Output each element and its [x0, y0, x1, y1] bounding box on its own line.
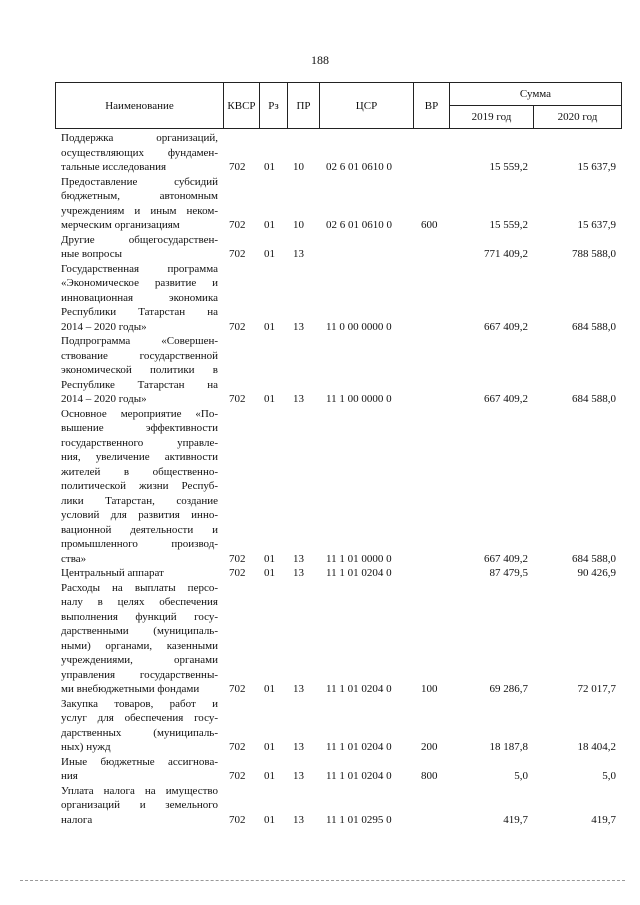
cell-s2020: 684 588,0 — [572, 393, 616, 405]
header-pr: ПР — [288, 83, 320, 128]
row-name-line: дарственными (муниципаль- — [61, 625, 218, 637]
row-name — [61, 566, 218, 581]
cell-rz: 01 — [264, 248, 275, 260]
row-name-line: Центральный аппарат — [61, 567, 164, 579]
row-name — [61, 581, 218, 697]
row-name-line: промышленного производ- — [61, 538, 218, 550]
row-name-line: 2014 – 2020 годы» — [61, 393, 147, 405]
header-2019: 2019 год — [450, 106, 534, 128]
table-row — [0, 407, 640, 567]
cell-s2019: 667 409,2 — [484, 552, 528, 565]
table-row — [0, 784, 640, 828]
table-row — [0, 334, 640, 407]
cell-s2019: 771 409,2 — [484, 248, 528, 260]
row-name-line: управления государственны- — [61, 668, 218, 681]
row-name — [61, 131, 218, 175]
cell-vr: 100 — [421, 683, 438, 695]
cell-rz: 01 — [264, 813, 275, 826]
cell-csr: 11 1 01 0295 0 — [326, 813, 392, 826]
cell-s2020: 15 637,9 — [577, 161, 616, 173]
cell-kvsr: 702 — [229, 219, 246, 231]
row-name-line: лики Татарстан, создание — [61, 494, 218, 507]
cell-vr: 600 — [421, 219, 438, 231]
row-name-line: ные вопросы — [61, 248, 122, 260]
row-name-line: вышение эффективности — [61, 422, 218, 434]
header-csr: ЦСР — [320, 83, 414, 128]
row-name-line: учреждениями, органами — [61, 654, 218, 666]
row-name — [61, 334, 218, 407]
row-name-line: Иные бюджетные ассигнова- — [61, 755, 218, 768]
header-sum: Сумма — [450, 83, 621, 106]
row-name-line: учреждениям и иным неком- — [61, 204, 218, 217]
row-name-line: экономической политики в — [61, 364, 218, 376]
cell-pr: 13 — [293, 770, 304, 782]
cell-pr: 13 — [293, 552, 304, 565]
row-name-line: Республики Татарстан на — [61, 306, 218, 318]
cell-rz: 01 — [264, 741, 275, 753]
row-name-line: ными) органами, казенными — [61, 639, 218, 652]
cell-rz: 01 — [264, 567, 275, 579]
row-name-line: организаций и земельного — [61, 799, 218, 811]
table-row — [0, 697, 640, 755]
cell-s2019: 18 187,8 — [489, 741, 528, 753]
page-number: 188 — [311, 53, 329, 67]
row-name-line: государственного управле- — [61, 436, 218, 449]
table-row — [0, 233, 640, 262]
row-name-line: ствование государственной — [61, 349, 218, 362]
row-name-line: Республике Татарстан на — [61, 378, 218, 391]
cell-s2020: 15 637,9 — [577, 219, 616, 231]
row-name-line: вационной деятельности и — [61, 523, 218, 536]
cell-s2020: 788 588,0 — [572, 248, 616, 260]
cell-kvsr: 702 — [229, 567, 246, 579]
row-name-line: ния — [61, 770, 78, 782]
row-name — [61, 262, 218, 335]
cell-kvsr: 702 — [229, 393, 246, 405]
table-row — [0, 262, 640, 335]
row-name-line: условий для развития инно- — [61, 509, 218, 521]
row-name-line: бюджетным, автономным — [61, 190, 218, 202]
table-row — [0, 175, 640, 233]
cell-csr: 02 6 01 0610 0 — [326, 219, 392, 231]
table-row — [0, 581, 640, 697]
row-name-line: Расходы на выплаты персо- — [61, 581, 218, 594]
header-rz: Рз — [260, 83, 288, 128]
cell-rz: 01 — [264, 393, 275, 405]
row-name — [61, 233, 218, 262]
row-name-line: Государственная программа — [61, 262, 218, 275]
cell-s2019: 15 559,2 — [489, 219, 528, 231]
header-vr: ВР — [414, 83, 450, 128]
cell-pr: 13 — [293, 320, 304, 333]
row-name-line: ных) нужд — [61, 741, 111, 753]
cell-s2020: 72 017,7 — [577, 683, 616, 695]
cell-s2020: 684 588,0 — [572, 552, 616, 565]
table-header — [55, 82, 622, 129]
cell-s2020: 5,0 — [602, 770, 616, 782]
header-name: Наименование — [56, 83, 224, 128]
table-row — [0, 566, 640, 581]
cell-kvsr: 702 — [229, 683, 246, 695]
cell-csr: 11 1 01 0204 0 — [326, 741, 392, 753]
row-name-line: Поддержка организаций, — [61, 132, 218, 144]
row-name-line: выполнения функций госу- — [61, 610, 218, 623]
row-name-line: политической жизни Респуб- — [61, 480, 218, 492]
row-name-line: мерческим организациям — [61, 219, 180, 231]
cell-pr: 13 — [293, 567, 304, 579]
row-name — [61, 697, 218, 755]
row-name-line: 2014 – 2020 годы» — [61, 320, 147, 333]
cell-pr: 13 — [293, 813, 304, 826]
cell-s2019: 419,7 — [503, 813, 528, 826]
cell-s2019: 87 479,5 — [489, 567, 528, 579]
row-name-line: Предоставление субсидий — [61, 175, 218, 188]
row-name-line: ства» — [61, 552, 87, 565]
header-kvsr: КВСР — [224, 83, 260, 128]
row-name-line: ми внебюджетными фондами — [61, 683, 200, 695]
cell-csr: 11 1 01 0204 0 — [326, 770, 392, 782]
cell-rz: 01 — [264, 552, 275, 565]
cell-rz: 01 — [264, 219, 275, 231]
cell-csr: 02 6 01 0610 0 — [326, 161, 392, 173]
cell-kvsr: 702 — [229, 552, 246, 565]
cell-vr: 800 — [421, 770, 438, 782]
row-name — [61, 175, 218, 233]
row-name-line: Основное мероприятие «По- — [61, 407, 218, 420]
row-name-line: Уплата налога на имущество — [61, 784, 218, 797]
row-name — [61, 784, 218, 828]
cell-rz: 01 — [264, 683, 275, 695]
cell-kvsr: 702 — [229, 770, 246, 782]
row-name — [61, 755, 218, 784]
row-name-line: дарственных (муниципаль- — [61, 726, 218, 739]
cell-s2019: 5,0 — [514, 770, 528, 782]
row-name-line: тальные исследования — [61, 161, 167, 173]
cell-s2020: 684 588,0 — [572, 320, 616, 333]
row-name-line: Другие общегосударствен- — [61, 233, 218, 246]
cell-kvsr: 702 — [229, 741, 246, 753]
cell-rz: 01 — [264, 770, 275, 782]
row-name-line: услуг для обеспечения госу- — [61, 712, 218, 724]
cell-csr: 11 1 01 0000 0 — [326, 552, 392, 565]
header-2020: 2020 год — [557, 111, 598, 123]
row-name-line: Подпрограмма «Совершен- — [61, 335, 218, 347]
cell-pr: 13 — [293, 741, 304, 753]
cell-csr: 11 1 00 0000 0 — [326, 393, 392, 405]
cell-csr: 11 1 01 0204 0 — [326, 567, 392, 579]
cell-s2019: 667 409,2 — [484, 320, 528, 333]
cell-pr: 13 — [293, 393, 304, 405]
row-name-line: осуществляющих фундамен- — [61, 146, 218, 159]
row-name-line: «Экономическое развитие и — [61, 277, 218, 289]
cell-csr: 11 1 01 0204 0 — [326, 683, 392, 695]
row-name-line: жителей в общественно- — [61, 465, 218, 478]
row-name-line: налога — [61, 813, 93, 826]
page-footer-rule — [20, 880, 625, 881]
cell-kvsr: 702 — [229, 248, 246, 260]
cell-vr: 200 — [421, 741, 438, 753]
cell-pr: 10 — [293, 161, 304, 173]
cell-rz: 01 — [264, 320, 275, 333]
cell-s2020: 419,7 — [591, 813, 616, 826]
cell-rz: 01 — [264, 161, 275, 173]
table-row — [0, 755, 640, 784]
row-name-line: ния, увеличение активности — [61, 451, 218, 463]
cell-kvsr: 702 — [229, 320, 246, 333]
row-name — [61, 407, 218, 567]
cell-s2019: 667 409,2 — [484, 393, 528, 405]
row-name-line: налу в целях обеспечения — [61, 596, 218, 608]
cell-kvsr: 702 — [229, 813, 246, 826]
cell-csr: 11 0 00 0000 0 — [326, 320, 392, 333]
cell-s2020: 90 426,9 — [577, 567, 616, 579]
cell-pr: 13 — [293, 248, 304, 260]
cell-s2020: 18 404,2 — [577, 741, 616, 753]
table-row — [0, 131, 640, 175]
cell-kvsr: 702 — [229, 161, 246, 173]
row-name-line: инновационная экономика — [61, 291, 218, 304]
cell-pr: 10 — [293, 219, 304, 231]
cell-s2019: 15 559,2 — [489, 161, 528, 173]
cell-pr: 13 — [293, 683, 304, 695]
row-name-line: Закупка товаров, работ и — [61, 697, 218, 710]
cell-s2019: 69 286,7 — [489, 683, 528, 695]
